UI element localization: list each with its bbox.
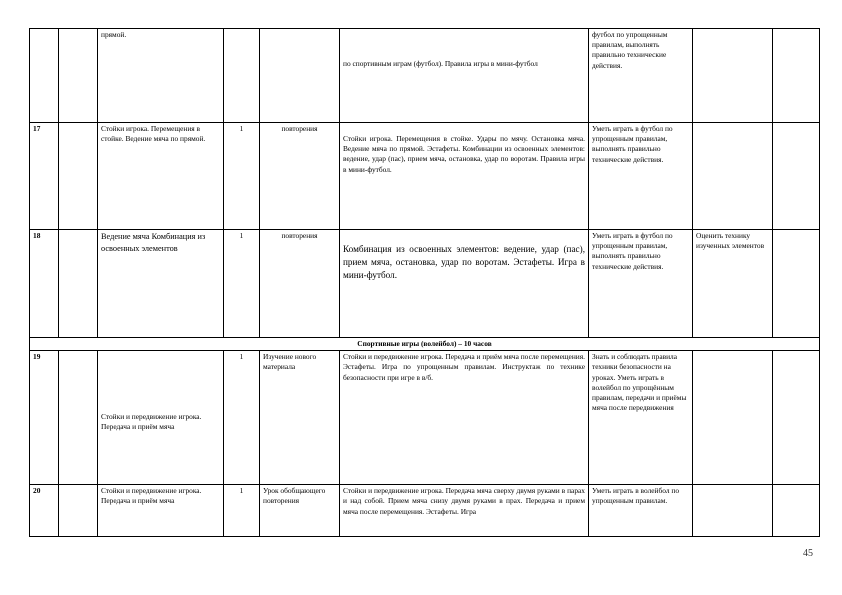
requirements-text: футбол по упрощенным правилам, выполнять правильно технические действия. <box>592 30 668 70</box>
lesson-type-cell: повторения <box>260 230 340 338</box>
requirements-cell: Знать и соблюдать правила техники безопасности на уроках. Уметь играть в волейбол по упрощённым правилам, передачи и приёмы мяча после передвижения <box>589 351 693 485</box>
extra-cell <box>773 230 820 338</box>
table-row <box>30 29 820 123</box>
lesson-plan-table <box>29 28 820 537</box>
extra-cell <box>773 351 820 485</box>
lesson-number: 18 <box>30 230 59 338</box>
table-row <box>30 351 820 485</box>
content-cell <box>340 230 589 338</box>
topic-cell <box>98 351 224 485</box>
date-cell <box>59 29 98 123</box>
topic-text: прямой. <box>101 30 127 39</box>
control-cell <box>693 485 773 537</box>
table-row <box>30 485 820 537</box>
table-row <box>30 230 820 338</box>
section-row <box>30 338 820 351</box>
lesson-type-cell: повторения <box>260 123 340 230</box>
lesson-number: 17 <box>30 123 59 230</box>
lesson-type-cell: Урок обобщающего повторения <box>260 485 340 537</box>
requirements-cell: Уметь играть в волейбол по упрощенным правилам. <box>589 485 693 537</box>
control-cell <box>693 123 773 230</box>
requirements-cell <box>589 29 693 123</box>
date-cell <box>59 485 98 537</box>
content-text: Комбинация из освоенных элементов: ведение, удар (пас), прием мяча, остановка, удар по воротам. Эстафеты. Игра в мини-футбол. <box>343 244 585 280</box>
table-row <box>30 123 820 230</box>
hours-cell: 1 <box>224 485 260 537</box>
topic-cell: Ведение мяча Комбинация из освоенных элементов <box>98 230 224 338</box>
hours-cell: 1 <box>224 351 260 485</box>
hours-cell <box>224 29 260 123</box>
content-cell <box>340 123 589 230</box>
content-text: по спортивным играм (футбол). Правила игры в мини-футбол <box>343 59 538 68</box>
lesson-number-cell <box>30 29 59 123</box>
content-cell: Стойки и передвижение игрока. Передача и приём мяча после перемещения. Эстафеты. Игра по упрощенным правилам. Инструктаж по технике безопасности при игре в в/б. <box>340 351 589 485</box>
control-cell <box>693 351 773 485</box>
lesson-number: 20 <box>30 485 59 537</box>
topic-cell: Стойки игрока. Перемещения в стойке. Ведение мяча по прямой. <box>98 123 224 230</box>
topic-cell <box>98 29 224 123</box>
extra-cell <box>773 123 820 230</box>
content-text: Стойки игрока. Перемещения в стойке. Удары по мячу. Остановка мяча. Ведение мяча по прямой. Эстафеты. Комбинации из освоенных элементов: ведение, удар (пас), прием мяча, остановка, удар по воротам. Правила игры в мини-футбол. <box>343 134 585 174</box>
lesson-number: 19 <box>30 351 59 485</box>
hours-cell: 1 <box>224 123 260 230</box>
requirements-cell: Уметь играть в футбол по упрощенным правилам, выполнять правильно технические действия. <box>589 123 693 230</box>
page-number: 45 <box>803 548 813 559</box>
date-cell <box>59 351 98 485</box>
extra-cell <box>773 29 820 123</box>
topic-text: Стойки и передвижение игрока. Передача и приём мяча <box>101 412 202 432</box>
lesson-type-cell <box>260 29 340 123</box>
content-cell: Стойки и передвижение игрока. Передача мяча сверху двумя руками в парах и над собой. Прием мяча снизу двумя руками в прах. Передача и прием мяча после перемещения. Эстафеты. Игра <box>340 485 589 537</box>
extra-cell <box>773 485 820 537</box>
section-heading: Спортивные игры (волейбол) – 10 часов <box>30 338 820 351</box>
date-cell <box>59 123 98 230</box>
hours-cell: 1 <box>224 230 260 338</box>
control-cell: Оценить технику изученных элементов <box>693 230 773 338</box>
control-cell <box>693 29 773 123</box>
date-cell <box>59 230 98 338</box>
topic-cell: Стойки и передвижение игрока. Передача и приём мяча <box>98 485 224 537</box>
content-cell <box>340 29 589 123</box>
requirements-cell: Уметь играть в футбол по упрощенным правилам, выполнять правильно технические действия. <box>589 230 693 338</box>
lesson-type-cell: Изучение нового материала <box>260 351 340 485</box>
